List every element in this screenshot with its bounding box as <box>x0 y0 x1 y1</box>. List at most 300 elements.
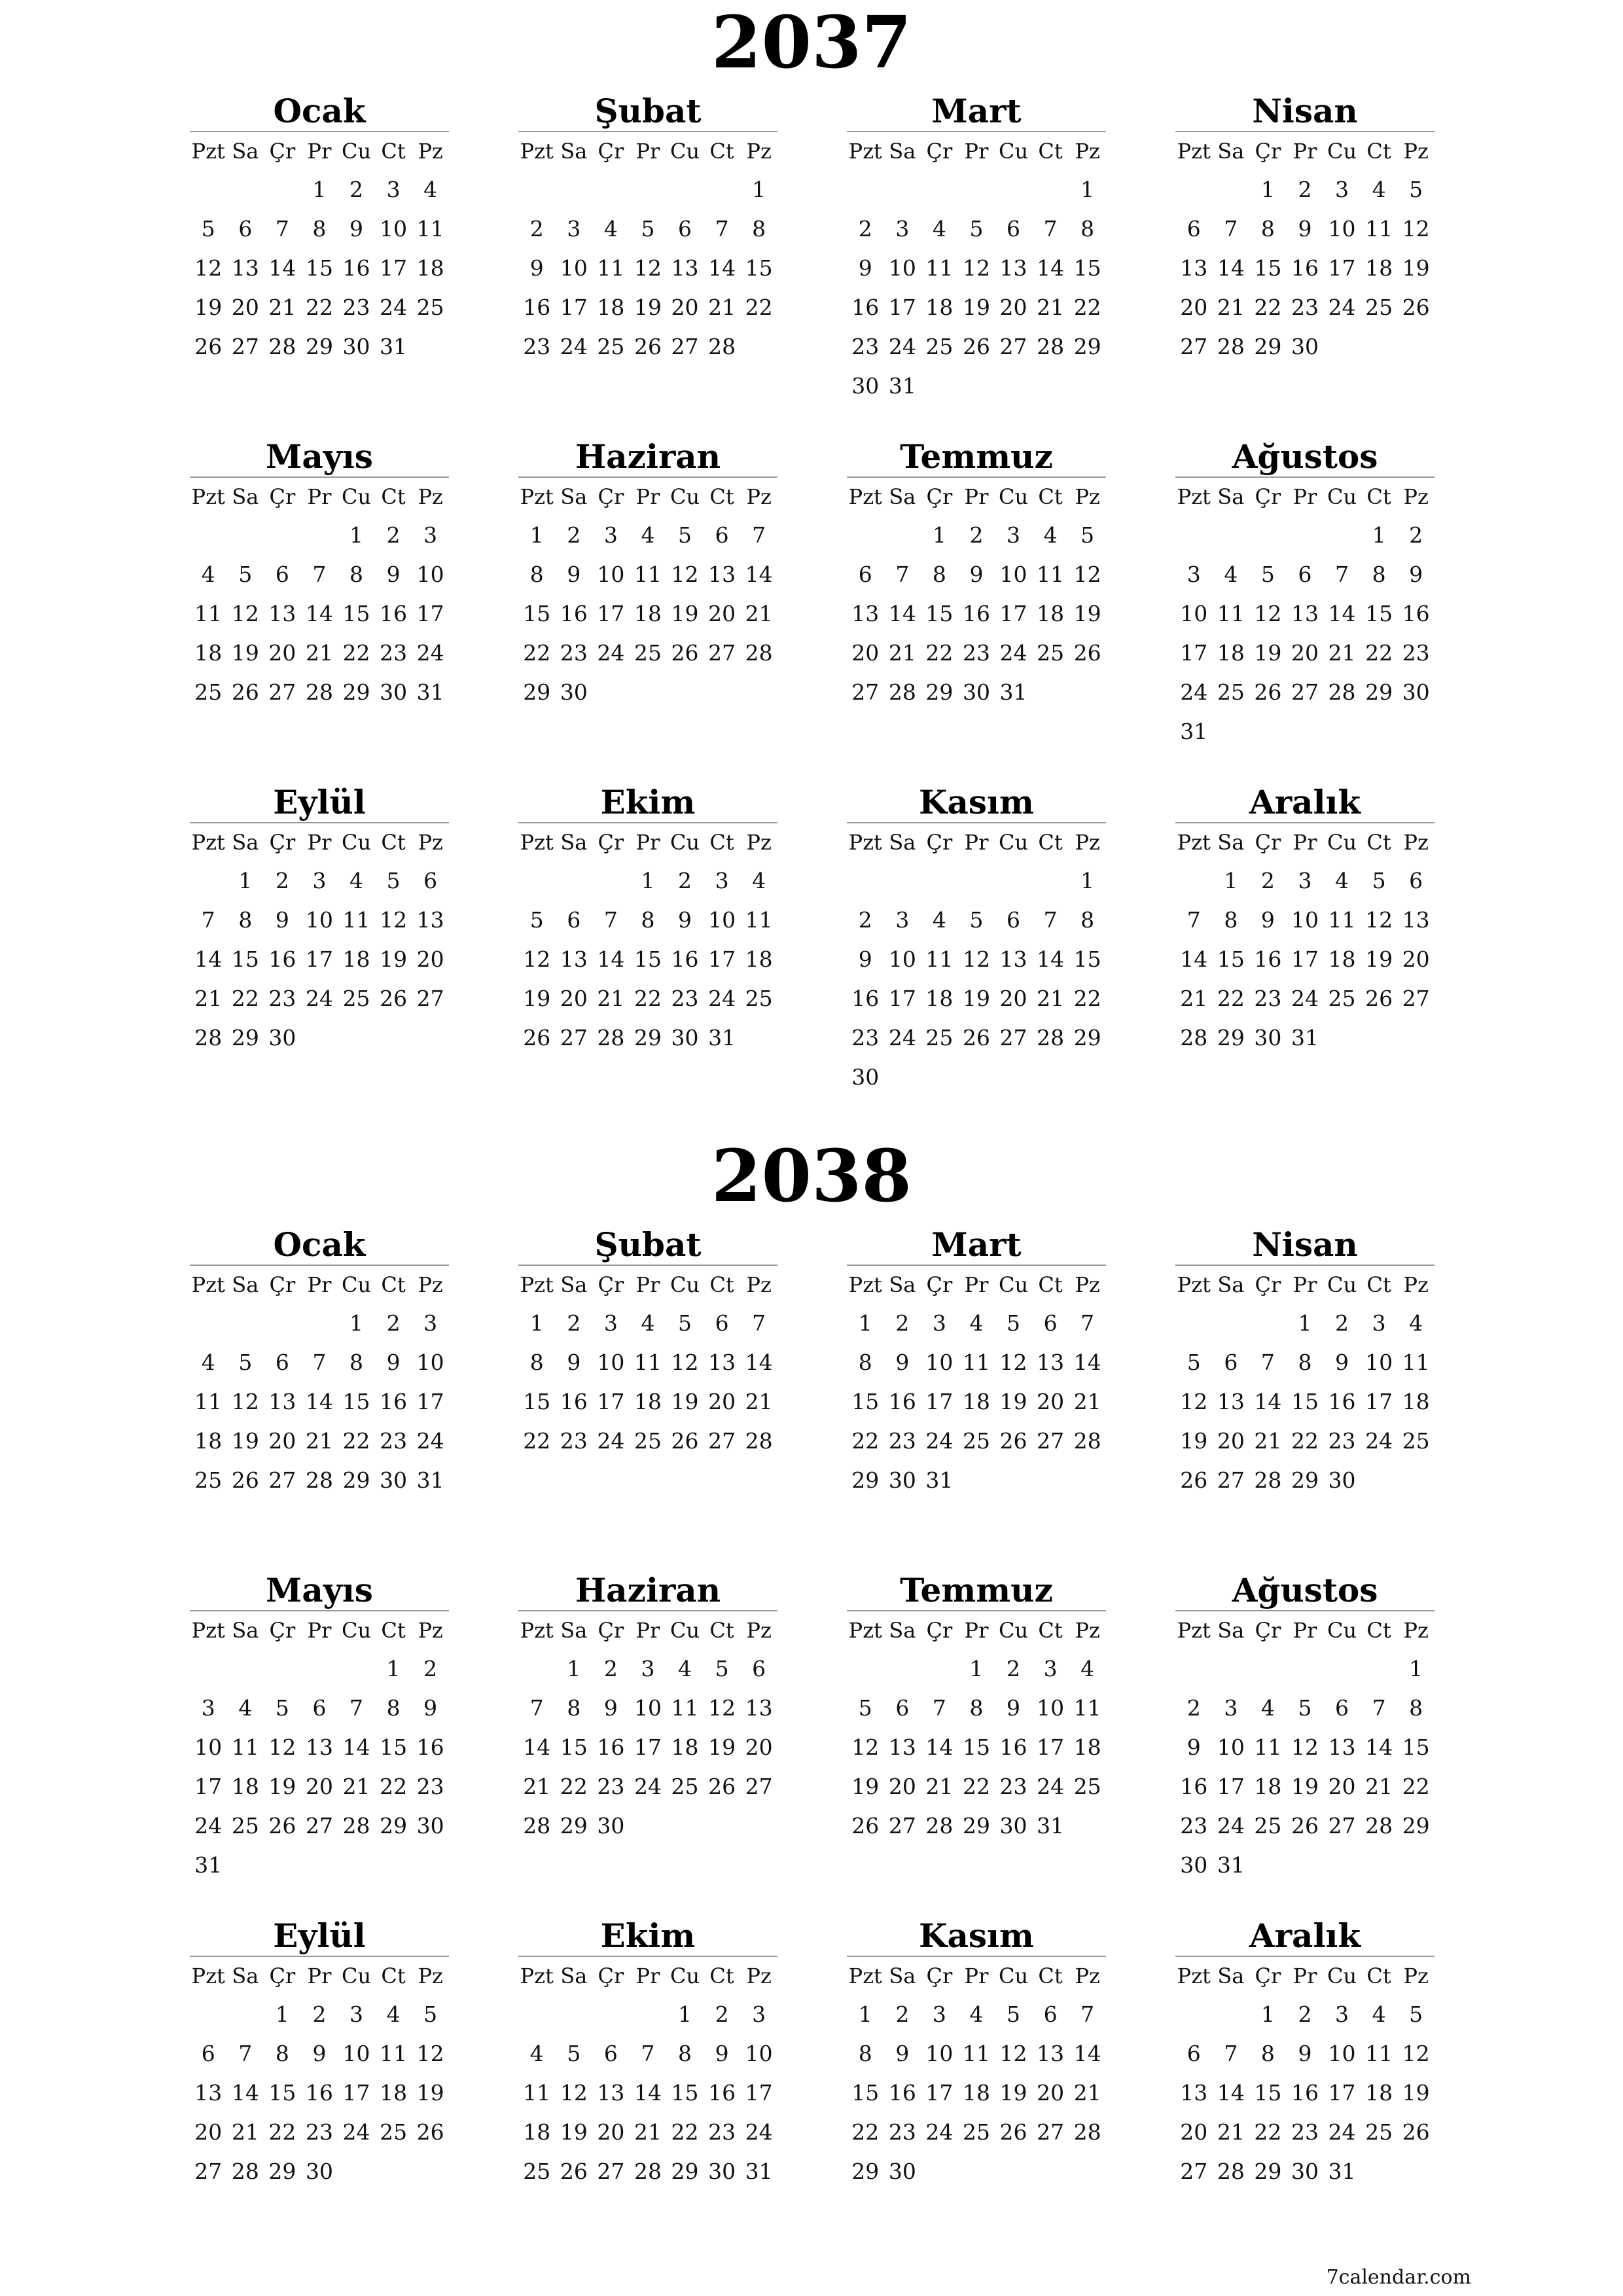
weekday-label: Ct <box>709 484 734 509</box>
week-row <box>190 1995 449 2034</box>
day-cell: 7 <box>641 2041 655 2066</box>
day-cell: 2 <box>603 1656 618 1681</box>
week-row <box>518 1382 777 1422</box>
week-row <box>190 327 449 367</box>
weekday-header-row <box>190 1266 449 1304</box>
day-cell: 25 <box>1073 1774 1101 1799</box>
day-cell: 22 <box>380 1774 408 1799</box>
day-cell: 18 <box>1365 255 1393 281</box>
weekday-label: Çr <box>926 1964 953 1988</box>
day-cell: 14 <box>1328 601 1356 626</box>
day-cell: 31 <box>745 2159 773 2184</box>
week-row <box>190 1343 449 1382</box>
day-cell: 28 <box>633 2159 662 2184</box>
day-cell: 12 <box>380 907 408 933</box>
day-cell: 26 <box>268 1813 296 1839</box>
month-name: Temmuz <box>847 1571 1106 1611</box>
day-cell: 21 <box>597 986 625 1011</box>
month-block <box>847 783 1106 1097</box>
day-cell: 12 <box>999 1350 1027 1375</box>
day-cell: 9 <box>1335 1350 1349 1375</box>
day-cell: 29 <box>1073 1025 1101 1050</box>
day-cell: 27 <box>888 1813 916 1839</box>
day-cell: 1 <box>752 177 766 202</box>
day-cell: 17 <box>1291 946 1319 972</box>
day-cell: 22 <box>523 640 551 666</box>
weekday-label: Pzt <box>1177 1272 1211 1297</box>
weekday-label: Ct <box>1366 1964 1391 1988</box>
day-cell: 20 <box>305 1774 333 1799</box>
day-cell: 2 <box>895 1310 910 1336</box>
weekday-label: Pz <box>746 830 772 855</box>
day-cell: 15 <box>342 1389 370 1414</box>
week-row <box>1175 861 1435 901</box>
empty-day-cell <box>1213 1995 1250 2034</box>
day-cell: 29 <box>851 2159 880 2184</box>
weekday-header-row <box>518 1266 777 1304</box>
weekday-header-row <box>190 1957 449 1995</box>
day-cell: 28 <box>745 640 773 666</box>
day-cell: 10 <box>597 562 625 587</box>
day-cell: 9 <box>895 2041 910 2066</box>
weekday-label: Cu <box>998 830 1029 855</box>
empty-day-cell <box>1213 712 1250 751</box>
weekday-label: Çr <box>1255 1618 1281 1643</box>
day-cell: 24 <box>1328 2119 1356 2145</box>
day-cell: 20 <box>888 1774 916 1799</box>
day-cell: 18 <box>380 2080 408 2106</box>
weekday-header-row <box>190 1611 449 1649</box>
day-cell: 30 <box>1180 1852 1208 1878</box>
day-cell: 2 <box>1335 1310 1349 1336</box>
day-cell: 20 <box>708 1389 736 1414</box>
day-cell: 7 <box>752 522 766 548</box>
day-cell: 20 <box>851 640 880 666</box>
week-row <box>847 901 1106 940</box>
weekday-label: Ct <box>381 1272 406 1297</box>
day-cell: 6 <box>1007 907 1021 933</box>
day-cell: 3 <box>423 522 438 548</box>
day-cell: 10 <box>888 255 916 281</box>
month-name: Kasım <box>847 783 1106 823</box>
day-cell: 12 <box>1365 907 1393 933</box>
day-cell: 24 <box>1037 1774 1065 1799</box>
day-cell: 15 <box>925 601 954 626</box>
year-title: 2037 <box>711 0 912 84</box>
day-cell: 31 <box>1180 719 1208 744</box>
day-cell: 10 <box>380 216 408 242</box>
day-cell: 13 <box>999 946 1027 972</box>
empty-day-cell <box>301 516 338 555</box>
day-cell: 12 <box>1291 1734 1319 1760</box>
week-row <box>847 1304 1106 1343</box>
day-cell: 17 <box>1328 2080 1356 2106</box>
day-cell: 11 <box>1254 1734 1282 1760</box>
day-cell: 23 <box>1402 640 1430 666</box>
empty-day-cell <box>847 516 884 555</box>
weekday-label: Ct <box>709 1618 734 1643</box>
day-cell: 17 <box>888 986 916 1011</box>
day-cell: 25 <box>1402 1428 1430 1454</box>
day-cell: 14 <box>194 946 223 972</box>
day-cell: 7 <box>1043 216 1058 242</box>
day-cell: 5 <box>1186 1350 1201 1375</box>
day-cell: 24 <box>416 640 444 666</box>
week-row <box>847 555 1106 594</box>
weekday-label: Sa <box>1217 139 1245 164</box>
day-cell: 4 <box>969 2001 984 2027</box>
empty-day-cell <box>740 1806 777 1846</box>
day-cell: 1 <box>1080 177 1095 202</box>
day-cell: 4 <box>1043 522 1058 548</box>
weekday-label: Pz <box>1075 1272 1100 1297</box>
day-cell: 23 <box>268 986 296 1011</box>
day-cell: 5 <box>715 1656 729 1681</box>
day-cell: 15 <box>1073 255 1101 281</box>
empty-day-cell <box>921 2152 958 2191</box>
empty-day-cell <box>1323 327 1361 367</box>
empty-day-cell <box>556 170 593 209</box>
day-cell: 11 <box>194 601 223 626</box>
empty-day-cell <box>1397 712 1435 751</box>
week-row <box>847 1649 1106 1689</box>
day-cell: 29 <box>1402 1813 1430 1839</box>
day-cell: 6 <box>312 1695 327 1721</box>
empty-day-cell <box>301 1018 338 1058</box>
weekday-label: Ct <box>709 830 734 855</box>
weekday-label: Cu <box>669 1272 700 1297</box>
day-cell: 24 <box>416 1428 444 1454</box>
month-block <box>1175 437 1435 751</box>
weekday-label: Pzt <box>1177 1618 1211 1643</box>
day-cell: 5 <box>238 562 253 587</box>
day-cell: 29 <box>268 2159 296 2184</box>
day-cell: 10 <box>925 2041 954 2066</box>
day-cell: 27 <box>1037 1428 1065 1454</box>
weekday-label: Ct <box>381 139 406 164</box>
week-row <box>1175 673 1435 712</box>
day-cell: 23 <box>888 2119 916 2145</box>
day-cell: 2 <box>529 216 544 242</box>
day-cell: 31 <box>1328 2159 1356 2184</box>
day-cell: 7 <box>1224 216 1238 242</box>
day-cell: 18 <box>231 1774 259 1799</box>
day-cell: 7 <box>1224 2041 1238 2066</box>
week-row <box>1175 1806 1435 1846</box>
week-row <box>190 594 449 634</box>
day-cell: 4 <box>1372 177 1386 202</box>
day-cell: 25 <box>1037 640 1065 666</box>
week-row <box>1175 555 1435 594</box>
day-cell: 27 <box>671 334 699 359</box>
week-row <box>1175 634 1435 673</box>
month-block <box>190 783 449 1058</box>
weekday-label: Sa <box>560 1618 588 1643</box>
day-cell: 18 <box>597 295 625 320</box>
month-name: Şubat <box>518 92 777 132</box>
month-block <box>1175 92 1435 367</box>
day-cell: 20 <box>1291 640 1319 666</box>
weekday-label: Çr <box>1255 484 1281 509</box>
weekday-label: Pr <box>635 1964 660 1988</box>
empty-day-cell <box>338 1649 375 1689</box>
day-cell: 4 <box>201 562 215 587</box>
month-block <box>847 1571 1106 1846</box>
empty-day-cell <box>1032 170 1069 209</box>
week-row <box>847 1728 1106 1767</box>
day-cell: 15 <box>851 1389 880 1414</box>
weekday-label: Sa <box>232 830 259 855</box>
day-cell: 21 <box>888 640 916 666</box>
day-cell: 7 <box>238 2041 253 2066</box>
day-cell: 31 <box>416 1467 444 1493</box>
day-cell: 27 <box>999 1025 1027 1050</box>
day-cell: 19 <box>1291 1774 1319 1799</box>
day-cell: 28 <box>1180 1025 1208 1050</box>
day-cell: 24 <box>597 640 625 666</box>
day-cell: 10 <box>560 255 588 281</box>
weekday-label: Pr <box>964 1272 989 1297</box>
day-cell: 23 <box>962 640 990 666</box>
empty-day-cell <box>375 2152 412 2191</box>
week-row <box>518 940 777 979</box>
weekday-label: Sa <box>560 1272 588 1297</box>
week-row <box>190 979 449 1018</box>
day-cell: 6 <box>678 216 692 242</box>
day-cell: 6 <box>1186 2041 1201 2066</box>
day-cell: 14 <box>231 2080 259 2106</box>
month-block <box>518 783 777 1058</box>
day-cell: 14 <box>1037 255 1065 281</box>
weekday-label: Ct <box>1038 1272 1063 1297</box>
day-cell: 13 <box>1037 1350 1065 1375</box>
day-cell: 19 <box>231 1428 259 1454</box>
day-cell: 25 <box>194 1467 223 1493</box>
week-row <box>1175 249 1435 288</box>
day-cell: 4 <box>1409 1310 1423 1336</box>
day-cell: 6 <box>1007 216 1021 242</box>
day-cell: 30 <box>888 2159 916 2184</box>
day-cell: 21 <box>194 986 223 1011</box>
empty-day-cell <box>958 861 995 901</box>
empty-day-cell <box>1032 861 1069 901</box>
day-cell: 21 <box>523 1774 551 1799</box>
weekday-header-row <box>847 1611 1106 1649</box>
weekday-label: Pr <box>635 139 660 164</box>
day-cell: 22 <box>560 1774 588 1799</box>
day-cell: 18 <box>745 946 773 972</box>
day-cell: 13 <box>1180 2080 1208 2106</box>
day-cell: 8 <box>932 562 946 587</box>
day-cell: 4 <box>641 1310 655 1336</box>
day-cell: 8 <box>969 1695 984 1721</box>
empty-day-cell <box>301 1846 338 1885</box>
day-cell: 2 <box>567 522 581 548</box>
day-cell: 12 <box>194 255 223 281</box>
day-cell: 29 <box>342 1467 370 1493</box>
day-cell: 28 <box>888 679 916 705</box>
weekday-label: Ct <box>381 1964 406 1988</box>
weekday-label: Pr <box>1293 139 1317 164</box>
day-cell: 9 <box>386 562 401 587</box>
week-row <box>190 1767 449 1806</box>
empty-day-cell <box>1323 1018 1361 1058</box>
week-row <box>1175 327 1435 367</box>
weekday-label: Çr <box>269 1272 296 1297</box>
day-cell: 21 <box>231 2119 259 2145</box>
week-row <box>1175 712 1435 751</box>
weekday-label: Pz <box>1403 1964 1429 1988</box>
empty-day-cell <box>958 170 995 209</box>
day-cell: 16 <box>851 986 880 1011</box>
day-cell: 22 <box>342 1428 370 1454</box>
month-block <box>190 1916 449 2191</box>
day-cell: 13 <box>1328 1734 1356 1760</box>
day-cell: 24 <box>560 334 588 359</box>
day-cell: 6 <box>238 216 253 242</box>
day-cell: 30 <box>268 1025 296 1050</box>
month-name: Ekim <box>518 783 777 823</box>
day-cell: 16 <box>962 601 990 626</box>
weekday-label: Sa <box>560 139 588 164</box>
day-cell: 25 <box>962 1428 990 1454</box>
day-cell: 27 <box>1180 2159 1208 2184</box>
day-cell: 11 <box>962 1350 990 1375</box>
day-cell: 7 <box>349 1695 364 1721</box>
day-cell: 6 <box>1335 1695 1349 1721</box>
weekday-label: Çr <box>597 1618 624 1643</box>
day-cell: 8 <box>752 216 766 242</box>
day-cell: 22 <box>1217 986 1245 1011</box>
day-cell: 23 <box>1328 1428 1356 1454</box>
day-cell: 5 <box>201 216 215 242</box>
day-cell: 15 <box>851 2080 880 2106</box>
empty-day-cell <box>264 1846 301 1885</box>
week-row <box>518 2073 777 2113</box>
day-cell: 17 <box>888 295 916 320</box>
day-cell: 18 <box>194 640 223 666</box>
empty-day-cell <box>1287 1649 1324 1689</box>
day-cell: 9 <box>567 562 581 587</box>
day-cell: 2 <box>275 868 289 893</box>
empty-day-cell <box>518 170 556 209</box>
day-cell: 29 <box>231 1025 259 1050</box>
day-cell: 15 <box>342 601 370 626</box>
empty-day-cell <box>1175 861 1213 901</box>
week-row <box>190 1461 449 1500</box>
empty-day-cell <box>190 170 227 209</box>
day-cell: 25 <box>925 334 954 359</box>
day-cell: 19 <box>380 946 408 972</box>
day-cell: 21 <box>925 1774 954 1799</box>
week-row <box>518 1689 777 1728</box>
empty-day-cell <box>704 673 741 712</box>
day-cell: 2 <box>423 1656 438 1681</box>
month-block <box>847 1916 1106 2191</box>
day-cell: 14 <box>1365 1734 1393 1760</box>
empty-day-cell <box>740 327 777 367</box>
day-cell: 3 <box>1007 522 1021 548</box>
weekday-label: Pzt <box>1177 830 1211 855</box>
month-name: Nisan <box>1175 1225 1435 1266</box>
week-row <box>190 1018 449 1058</box>
day-cell: 22 <box>1254 2119 1282 2145</box>
day-cell: 9 <box>423 1695 438 1721</box>
day-cell: 30 <box>1328 1467 1356 1493</box>
day-cell: 21 <box>1328 640 1356 666</box>
day-cell: 11 <box>925 946 954 972</box>
week-row <box>190 2152 449 2191</box>
day-cell: 15 <box>1402 1734 1430 1760</box>
day-cell: 19 <box>1365 946 1393 972</box>
day-cell: 2 <box>858 216 872 242</box>
empty-day-cell <box>518 1649 556 1689</box>
day-cell: 30 <box>1291 2159 1319 2184</box>
day-cell: 17 <box>708 946 736 972</box>
day-cell: 2 <box>895 2001 910 2027</box>
day-cell: 20 <box>194 2119 223 2145</box>
day-cell: 25 <box>523 2159 551 2184</box>
week-row <box>847 288 1106 327</box>
weekday-label: Ct <box>1366 1272 1391 1297</box>
weekday-label: Sa <box>1217 484 1245 509</box>
day-cell: 17 <box>560 295 588 320</box>
weekday-label: Pz <box>1403 139 1429 164</box>
day-cell: 4 <box>201 1350 215 1375</box>
day-cell: 22 <box>1365 640 1393 666</box>
day-cell: 31 <box>888 373 916 399</box>
day-cell: 14 <box>1073 2041 1101 2066</box>
weekday-label: Pzt <box>191 1272 225 1297</box>
day-cell: 28 <box>925 1813 954 1839</box>
weekday-label: Pz <box>1075 830 1100 855</box>
day-cell: 9 <box>275 907 289 933</box>
day-cell: 10 <box>342 2041 370 2066</box>
day-cell: 22 <box>1254 295 1282 320</box>
day-cell: 16 <box>560 1389 588 1414</box>
empty-day-cell <box>1032 673 1069 712</box>
month-name: Haziran <box>518 437 777 478</box>
day-cell: 26 <box>671 1428 699 1454</box>
day-cell: 21 <box>305 640 333 666</box>
week-row <box>847 1767 1106 1806</box>
day-cell: 23 <box>416 1774 444 1799</box>
day-cell: 23 <box>708 2119 736 2145</box>
day-cell: 2 <box>349 177 364 202</box>
weekday-label: Pr <box>635 830 660 855</box>
day-cell: 22 <box>1073 986 1101 1011</box>
day-cell: 21 <box>342 1774 370 1799</box>
weekday-label: Pr <box>635 484 660 509</box>
day-cell: 27 <box>999 334 1027 359</box>
month-block <box>1175 1916 1435 2191</box>
empty-day-cell <box>1069 1058 1106 1097</box>
week-row <box>518 1995 777 2034</box>
day-cell: 20 <box>560 986 588 1011</box>
day-cell: 13 <box>888 1734 916 1760</box>
day-cell: 30 <box>597 1813 625 1839</box>
day-cell: 3 <box>603 1310 618 1336</box>
weekday-header-row <box>190 478 449 516</box>
empty-day-cell <box>921 170 958 209</box>
day-cell: 18 <box>416 255 444 281</box>
day-cell: 4 <box>1224 562 1238 587</box>
month-name: Ocak <box>190 92 449 132</box>
week-row <box>1175 2113 1435 2152</box>
day-cell: 4 <box>932 907 946 933</box>
week-row <box>190 1689 449 1728</box>
empty-day-cell <box>518 861 556 901</box>
